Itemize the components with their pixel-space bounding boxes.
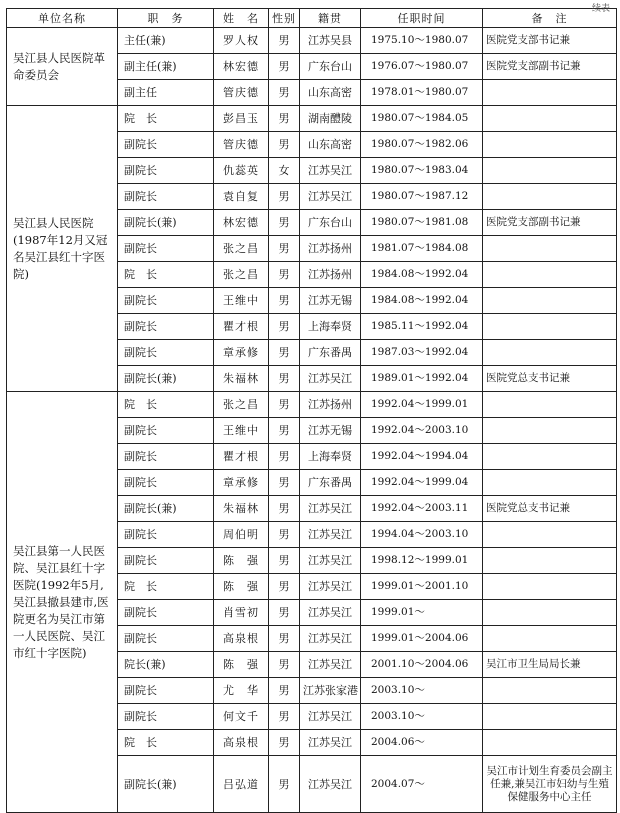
sex-cell: 男 [269,210,300,236]
note-cell [483,548,617,574]
note-cell [483,184,617,210]
title-cell: 院 长 [118,106,214,132]
name-cell: 吕弘道 [214,756,269,813]
leadership-table [6,8,617,813]
term-cell: 1978.01～1980.07 [361,80,483,106]
origin-cell: 江苏扬州 [300,392,361,418]
title-cell: 副院长 [118,600,214,626]
title-cell: 院 长 [118,392,214,418]
title-cell: 副院长(兼) [118,496,214,522]
sex-cell: 男 [269,496,300,522]
origin-cell: 江苏无锡 [300,288,361,314]
sex-cell: 男 [269,28,300,54]
term-cell: 1980.07～1981.08 [361,210,483,236]
sex-cell: 男 [269,678,300,704]
term-cell: 1999.01～2004.06 [361,626,483,652]
sex-cell: 男 [269,522,300,548]
name-cell: 章承修 [214,340,269,366]
sex-cell: 男 [269,54,300,80]
name-cell: 袁自复 [214,184,269,210]
origin-cell: 江苏吴江 [300,600,361,626]
title-cell: 主任(兼) [118,28,214,54]
note-cell [483,626,617,652]
term-cell: 2003.10～ [361,704,483,730]
note-cell [483,236,617,262]
sex-cell: 男 [269,314,300,340]
unit-name-cell: 吴江县人民医院革命委员会 [7,28,118,106]
header-note: 备 注 [483,9,617,28]
term-cell: 2004.07～ [361,756,483,813]
name-cell: 陈 强 [214,652,269,678]
term-cell: 1980.07～1983.04 [361,158,483,184]
title-cell: 副院长 [118,678,214,704]
origin-cell: 江苏吴江 [300,184,361,210]
note-cell [483,314,617,340]
note-cell [483,470,617,496]
term-cell: 1992.04～1999.04 [361,470,483,496]
term-cell: 1980.07～1987.12 [361,184,483,210]
title-cell: 副院长 [118,626,214,652]
term-cell: 1984.08～1992.04 [361,262,483,288]
note-cell: 医院党支部书记兼 [483,28,617,54]
name-cell: 张之昌 [214,236,269,262]
term-cell: 1976.07～1980.07 [361,54,483,80]
note-cell [483,262,617,288]
origin-cell: 江苏吴县 [300,28,361,54]
term-cell: 1980.07～1984.05 [361,106,483,132]
origin-cell: 广东番禺 [300,470,361,496]
sex-cell: 男 [269,444,300,470]
name-cell: 肖雪初 [214,600,269,626]
title-cell: 副主任 [118,80,214,106]
term-cell: 1994.04～2003.10 [361,522,483,548]
name-cell: 何文千 [214,704,269,730]
origin-cell: 上海奉贤 [300,444,361,470]
sex-cell: 男 [269,340,300,366]
sex-cell: 男 [269,756,300,813]
name-cell: 高泉根 [214,730,269,756]
title-cell: 院 长 [118,730,214,756]
sex-cell: 男 [269,626,300,652]
table-row [7,106,617,132]
title-cell: 副院长 [118,522,214,548]
origin-cell: 江苏无锡 [300,418,361,444]
note-cell [483,392,617,418]
sex-cell: 男 [269,132,300,158]
sex-cell: 男 [269,366,300,392]
note-cell: 医院党支部副书记兼 [483,54,617,80]
sex-cell: 男 [269,262,300,288]
header-name: 姓 名 [214,9,269,28]
origin-cell: 广东台山 [300,54,361,80]
term-cell: 1985.11～1992.04 [361,314,483,340]
sex-cell: 男 [269,106,300,132]
term-cell: 1998.12～1999.01 [361,548,483,574]
table-row [7,392,617,418]
term-cell: 2003.10～ [361,678,483,704]
unit-name-cell: 吴江县第一人民医院、吴江县红十字医院(1992年5月,吴江县撤县建市,医院更名为吴江市第一人民医院、吴江市红十字医院) [7,392,118,813]
origin-cell: 江苏吴江 [300,730,361,756]
note-cell: 医院党总支书记兼 [483,366,617,392]
name-cell: 王维中 [214,288,269,314]
sex-cell: 男 [269,704,300,730]
header-title: 职 务 [118,9,214,28]
title-cell: 副院长 [118,548,214,574]
term-cell: 1992.04～2003.10 [361,418,483,444]
note-cell [483,704,617,730]
origin-cell: 江苏扬州 [300,236,361,262]
term-cell: 1992.04～2003.11 [361,496,483,522]
note-cell: 医院党支部副书记兼 [483,210,617,236]
origin-cell: 江苏吴江 [300,522,361,548]
origin-cell: 江苏张家港 [300,678,361,704]
header-row [7,9,617,28]
title-cell: 副院长 [118,158,214,184]
note-cell [483,288,617,314]
title-cell: 副院长 [118,470,214,496]
title-cell: 副院长(兼) [118,756,214,813]
sex-cell: 女 [269,158,300,184]
origin-cell: 江苏吴江 [300,496,361,522]
sex-cell: 男 [269,652,300,678]
header-unit: 单位名称 [7,9,118,28]
term-cell: 1989.01～1992.04 [361,366,483,392]
term-cell: 1992.04～1994.04 [361,444,483,470]
roster-sheet [6,4,616,813]
unit-name-cell: 吴江县人民医院(1987年12月又冠名吴江县红十字医院) [7,106,118,392]
note-cell: 吴江市计划生育委员会副主任兼,兼吴江市妇幼与生殖保健服务中心主任 [483,756,617,813]
term-cell: 1987.03～1992.04 [361,340,483,366]
origin-cell: 江苏吴江 [300,574,361,600]
title-cell: 副院长 [118,704,214,730]
name-cell: 管庆德 [214,132,269,158]
origin-cell: 江苏吴江 [300,158,361,184]
origin-cell: 江苏吴江 [300,652,361,678]
origin-cell: 江苏吴江 [300,704,361,730]
header-origin: 籍贯 [300,9,361,28]
name-cell: 张之昌 [214,392,269,418]
title-cell: 院 长 [118,262,214,288]
note-cell [483,574,617,600]
note-cell [483,132,617,158]
name-cell: 张之昌 [214,262,269,288]
name-cell: 管庆德 [214,80,269,106]
note-cell [483,340,617,366]
title-cell: 副院长(兼) [118,366,214,392]
name-cell: 朱福林 [214,366,269,392]
note-cell [483,80,617,106]
sex-cell: 男 [269,184,300,210]
name-cell: 彭昌玉 [214,106,269,132]
title-cell: 院 长 [118,574,214,600]
name-cell: 高泉根 [214,626,269,652]
title-cell: 副院长 [118,184,214,210]
origin-cell: 江苏吴江 [300,626,361,652]
header-sex: 性别 [269,9,300,28]
sex-cell: 男 [269,236,300,262]
note-cell [483,158,617,184]
origin-cell: 山东高密 [300,132,361,158]
origin-cell: 上海奉贤 [300,314,361,340]
title-cell: 副院长 [118,132,214,158]
sex-cell: 男 [269,574,300,600]
origin-cell: 广东台山 [300,210,361,236]
name-cell: 罗人权 [214,28,269,54]
name-cell: 仇蕊英 [214,158,269,184]
sex-cell: 男 [269,548,300,574]
name-cell: 周伯明 [214,522,269,548]
origin-cell: 江苏吴江 [300,366,361,392]
origin-cell: 广东番禺 [300,340,361,366]
note-cell [483,600,617,626]
name-cell: 尤 华 [214,678,269,704]
title-cell: 副院长 [118,444,214,470]
term-cell: 1975.10～1980.07 [361,28,483,54]
title-cell: 院长(兼) [118,652,214,678]
sex-cell: 男 [269,288,300,314]
sex-cell: 男 [269,730,300,756]
note-cell: 吴江市卫生局局长兼 [483,652,617,678]
title-cell: 副院长 [118,288,214,314]
sex-cell: 男 [269,418,300,444]
table-row [7,28,617,54]
note-cell: 医院党总支书记兼 [483,496,617,522]
note-cell [483,522,617,548]
name-cell: 章承修 [214,470,269,496]
name-cell: 瞿才根 [214,314,269,340]
header-term: 任职时间 [361,9,483,28]
sex-cell: 男 [269,392,300,418]
page-corner-mark: 续表 [591,4,610,14]
note-cell [483,678,617,704]
name-cell: 陈 强 [214,548,269,574]
title-cell: 副主任(兼) [118,54,214,80]
name-cell: 朱福林 [214,496,269,522]
note-cell [483,106,617,132]
title-cell: 副院长 [118,314,214,340]
sex-cell: 男 [269,600,300,626]
term-cell: 1981.07～1984.08 [361,236,483,262]
term-cell: 2001.10～2004.06 [361,652,483,678]
title-cell: 副院长 [118,236,214,262]
table-body [7,28,617,813]
term-cell: 1999.01～ [361,600,483,626]
name-cell: 王维中 [214,418,269,444]
term-cell: 1984.08～1992.04 [361,288,483,314]
title-cell: 副院长(兼) [118,210,214,236]
sex-cell: 男 [269,80,300,106]
title-cell: 副院长 [118,418,214,444]
term-cell: 2004.06～ [361,730,483,756]
origin-cell: 江苏扬州 [300,262,361,288]
sex-cell: 男 [269,470,300,496]
name-cell: 瞿才根 [214,444,269,470]
origin-cell: 江苏吴江 [300,756,361,813]
name-cell: 陈 强 [214,574,269,600]
note-cell [483,418,617,444]
note-cell [483,444,617,470]
term-cell: 1999.01～2001.10 [361,574,483,600]
term-cell: 1980.07～1982.06 [361,132,483,158]
name-cell: 林宏德 [214,54,269,80]
title-cell: 副院长 [118,340,214,366]
name-cell: 林宏德 [214,210,269,236]
origin-cell: 江苏吴江 [300,548,361,574]
origin-cell: 山东高密 [300,80,361,106]
term-cell: 1992.04～1999.01 [361,392,483,418]
origin-cell: 湖南醴陵 [300,106,361,132]
